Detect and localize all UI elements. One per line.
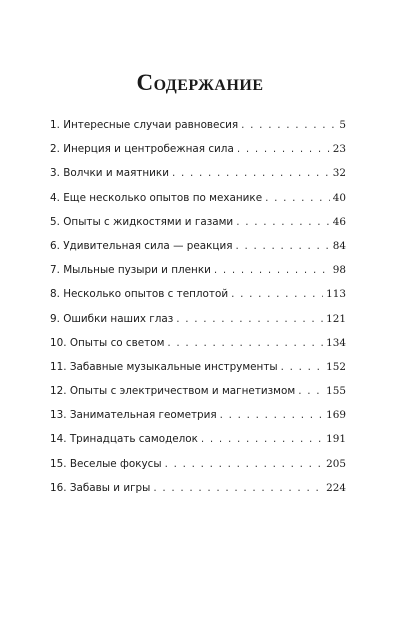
toc-entry bbox=[50, 312, 346, 336]
toc-entry-title: 16. Забавы и игры bbox=[50, 481, 151, 494]
toc-entry-title: 13. Занимательная геометрия bbox=[50, 409, 217, 422]
toc-entry-page: 113 bbox=[326, 288, 346, 301]
toc-entry bbox=[50, 408, 346, 432]
toc-entry-title: 7. Мыльные пузыри и пленки bbox=[50, 264, 211, 277]
dot-leader bbox=[214, 263, 330, 277]
toc-entry-page: 5 bbox=[339, 119, 346, 131]
page-title: Содержание bbox=[136, 70, 264, 95]
toc-entry-title: 4. Еще несколько опытов по механике bbox=[50, 191, 263, 204]
dot-leader bbox=[153, 481, 323, 495]
dot-leader bbox=[231, 287, 323, 301]
toc-entry bbox=[50, 191, 346, 215]
toc-entry-page: 98 bbox=[332, 264, 346, 277]
dot-leader bbox=[220, 408, 324, 422]
toc-entry-title: 8. Несколько опытов с теплотой bbox=[50, 288, 229, 301]
toc-entry bbox=[50, 481, 346, 505]
dot-leader bbox=[167, 336, 323, 350]
toc-entry bbox=[50, 166, 346, 190]
toc-entry bbox=[50, 336, 346, 360]
dot-leader bbox=[235, 239, 329, 253]
toc-entry-page: 23 bbox=[332, 143, 346, 156]
toc-entry-title: 6. Удивительная сила — реакция bbox=[50, 239, 233, 252]
toc-entry-title: 10. Опыты со светом bbox=[50, 336, 165, 349]
toc-entry-page: 152 bbox=[326, 360, 346, 373]
dot-leader bbox=[281, 360, 324, 374]
toc-entry-title: 2. Инерция и центробежная сила bbox=[50, 143, 234, 156]
toc-entry-page: 224 bbox=[326, 481, 346, 494]
table-of-contents bbox=[50, 118, 346, 505]
dot-leader bbox=[236, 215, 330, 229]
toc-entry-page: 32 bbox=[332, 167, 346, 180]
toc-entry bbox=[50, 142, 346, 166]
toc-entry bbox=[50, 360, 346, 384]
toc-entry-page: 46 bbox=[332, 215, 346, 228]
toc-entry bbox=[50, 432, 346, 456]
dot-leader bbox=[265, 191, 330, 205]
toc-entry bbox=[50, 384, 346, 408]
toc-entry-title: 15. Веселые фокусы bbox=[50, 457, 162, 470]
toc-entry-page: 134 bbox=[326, 336, 346, 349]
toc-entry bbox=[50, 215, 346, 239]
toc-entry bbox=[50, 263, 346, 287]
toc-entry-page: 155 bbox=[326, 385, 346, 398]
toc-entry-title: 5. Опыты с жидкостями и газами bbox=[50, 215, 234, 228]
dot-leader bbox=[176, 312, 323, 326]
toc-entry bbox=[50, 457, 346, 481]
dot-leader bbox=[298, 384, 323, 398]
toc-entry-title: 14. Тринадцать самоделок bbox=[50, 433, 198, 446]
toc-entry-page: 205 bbox=[326, 457, 346, 470]
toc-entry bbox=[50, 118, 346, 142]
dot-leader bbox=[241, 118, 336, 132]
toc-entry bbox=[50, 239, 346, 263]
toc-entry-title: 1. Интересные случаи равновесия bbox=[50, 119, 239, 131]
toc-entry bbox=[50, 287, 346, 311]
toc-entry-page: 169 bbox=[326, 409, 346, 422]
toc-entry-page: 191 bbox=[326, 433, 346, 446]
toc-entry-title: 9. Ошибки наших глаз bbox=[50, 312, 174, 325]
dot-leader bbox=[172, 166, 330, 180]
toc-entry-title: 3. Волчки и маятники bbox=[50, 167, 169, 180]
toc-entry-title: 12. Опыты с электричеством и магнетизмом bbox=[50, 385, 296, 398]
toc-entry-page: 40 bbox=[332, 191, 346, 204]
dot-leader bbox=[237, 142, 330, 156]
dot-leader bbox=[165, 457, 324, 471]
toc-entry-page: 121 bbox=[326, 312, 346, 325]
toc-entry-title: 11. Забавные музыкальные инструменты bbox=[50, 360, 278, 373]
dot-leader bbox=[201, 432, 323, 446]
toc-entry-page: 84 bbox=[332, 239, 346, 252]
